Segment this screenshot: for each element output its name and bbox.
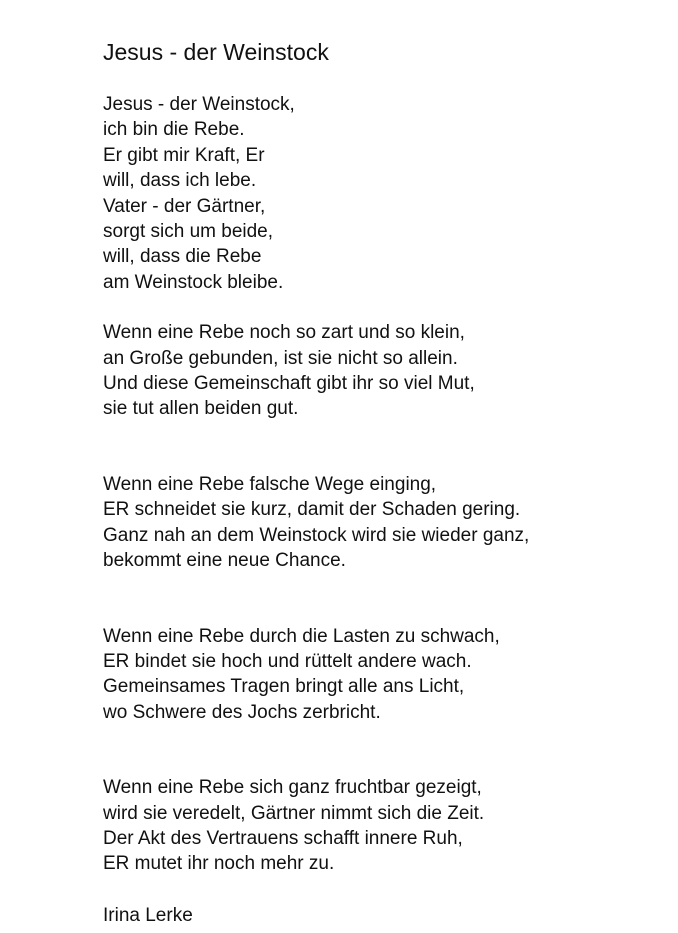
poem-line: Der Akt des Vertrauens schafft innere Ruh, — [103, 827, 463, 849]
poem-line: am Weinstock bleibe. — [103, 271, 284, 293]
poem-line: will, dass die Rebe — [103, 246, 262, 268]
poem-line: Wenn eine Rebe durch die Lasten zu schwach, — [103, 625, 500, 647]
stanza-3 — [103, 472, 663, 574]
poem-line: will, dass ich lebe. — [103, 170, 257, 192]
poem-line: wird sie veredelt, Gärtner nimmt sich die Zeit. — [103, 802, 485, 824]
stanza-5 — [103, 775, 663, 877]
poem-author: Irina Lerke — [103, 904, 193, 926]
poem-page — [103, 37, 663, 928]
poem-line: ich bin die Rebe. — [103, 119, 245, 141]
poem-line: sorgt sich um beide, — [103, 221, 274, 243]
stanza-1 — [103, 92, 663, 295]
poem-line: Vater - der Gärtner, — [103, 195, 266, 217]
poem-line: wo Schwere des Jochs zerbricht. — [103, 701, 381, 723]
stanza-4 — [103, 624, 663, 726]
poem-line: Ganz nah an dem Weinstock wird sie wieder ganz, — [103, 524, 530, 546]
poem-line: Er gibt mir Kraft, Er — [103, 144, 265, 166]
poem-line: bekommt eine neue Chance. — [103, 550, 346, 572]
poem-line: Wenn eine Rebe falsche Wege einging, — [103, 473, 437, 495]
poem-title: Jesus - der Weinstock — [103, 39, 329, 65]
poem-line: Und diese Gemeinschaft gibt ihr so viel Mut, — [103, 373, 475, 395]
poem-line: an Große gebunden, ist sie nicht so allein. — [103, 347, 458, 369]
poem-line: Wenn eine Rebe sich ganz fruchtbar gezeigt, — [103, 777, 482, 799]
poem-line: ER bindet sie hoch und rüttelt andere wach. — [103, 650, 472, 672]
poem-line: ER schneidet sie kurz, damit der Schaden gering. — [103, 499, 521, 521]
poem-line: sie tut allen beiden gut. — [103, 398, 299, 420]
poem-line: ER mutet ihr noch mehr zu. — [103, 853, 335, 875]
stanza-2 — [103, 320, 663, 422]
poem-line: Jesus - der Weinstock, — [103, 94, 295, 115]
poem-line: Gemeinsames Tragen bringt alle ans Licht, — [103, 676, 465, 698]
poem-line: Wenn eine Rebe noch so zart und so klein, — [103, 322, 465, 344]
